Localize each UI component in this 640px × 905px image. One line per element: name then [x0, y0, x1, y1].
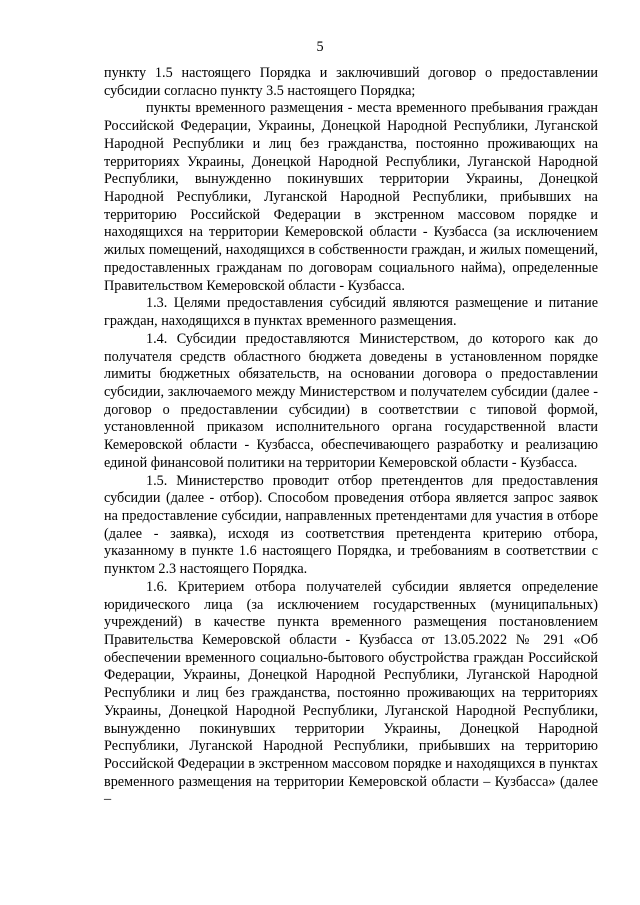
paragraph-1-5: 1.5. Министерство проводит отбор претендентов для предоставления субсидии (далее - отбор). Способом проведения отбора является запрос заявок на предоставление субсидии, направленных претендентами для участия в отборе (далее - заявка), исходя из соответствия претендента критерию отбора, указанному в пункте 1.6 настоящего Порядка, и требованиям в соответствии с пунктом 2.3 настоящего Порядка. [104, 472, 598, 578]
page-number: 5 [316, 39, 324, 55]
paragraph-1-3: 1.3. Целями предоставления субсидий являются размещение и питание граждан, находящихся в пунктах временного размещения. [104, 295, 598, 330]
document-body [104, 65, 598, 809]
paragraph-definition-temporary-placement: пункты временного размещения - места временного пребывания граждан Российской Федерации, Украины, Донецкой Народной Республики, Луганской Народной Республики и лиц без гражданства, постоянно проживающих на территориях Украины, Донецкой Народной Республики, Луганской Народной Республики, вынужденно покинувших территории Украины, Донецкой Народной Республики, Луганской Народной Республики, прибывших на территорию Российской Федерации в экстренном массовом порядке и находящихся на территории Кемеровской области - Кузбасса (за исключением жилых помещений, находящихся в собственности граждан, и жилых помещений, предоставленных гражданам по договорам социального найма), определенные Правительством Кемеровской области - Кузбасса. [104, 100, 598, 294]
paragraph-1-6: 1.6. Критерием отбора получателей субсидии является определение юридического лица (за исключением государственных (муниципальных) учреждений) в качестве пункта временного размещения постановлением Правительства Кемеровской области - Кузбасса от 13.05.2022 № 291 «Об обеспечении временного социально-бытового обустройства граждан Российской Федерации, Украины, Донецкой Народной Республики, Луганской Народной Республики и лиц без гражданства, постоянно проживающих на территориях Украины, Донецкой Народной Республики, Луганской Народной Республики, вынужденно покинувших территории Украины, Донецкой Народной Республики, Луганской Народной Республики, прибывших на территорию Российской Федерации в экстренном массовом порядке и находящихся в пунктах временного размещения на территории Кемеровской области – Кузбасса» (далее – [104, 578, 598, 808]
paragraph-continuation: пункту 1.5 настоящего Порядка и заключивший договор о предоставлении субсидии согласно пункту 3.5 настоящего Порядка; [104, 65, 598, 99]
paragraph-1-4: 1.4. Субсидии предоставляются Министерством, до которого как до получателя средств областного бюджета доведены в установленном порядке лимиты бюджетных обязательств, на основании договора о предоставлении субсидии, заключаемого между Министерством и получателем субсидии (далее - договор о предоставлении субсидии) в соответствии с типовой формой, установленной приказом исполнительного органа государственной власти Кемеровской области - Кузбасса, обеспечивающего разработку и реализацию единой финансовой политики на территории Кемеровской области - Кузбасса. [104, 330, 598, 471]
